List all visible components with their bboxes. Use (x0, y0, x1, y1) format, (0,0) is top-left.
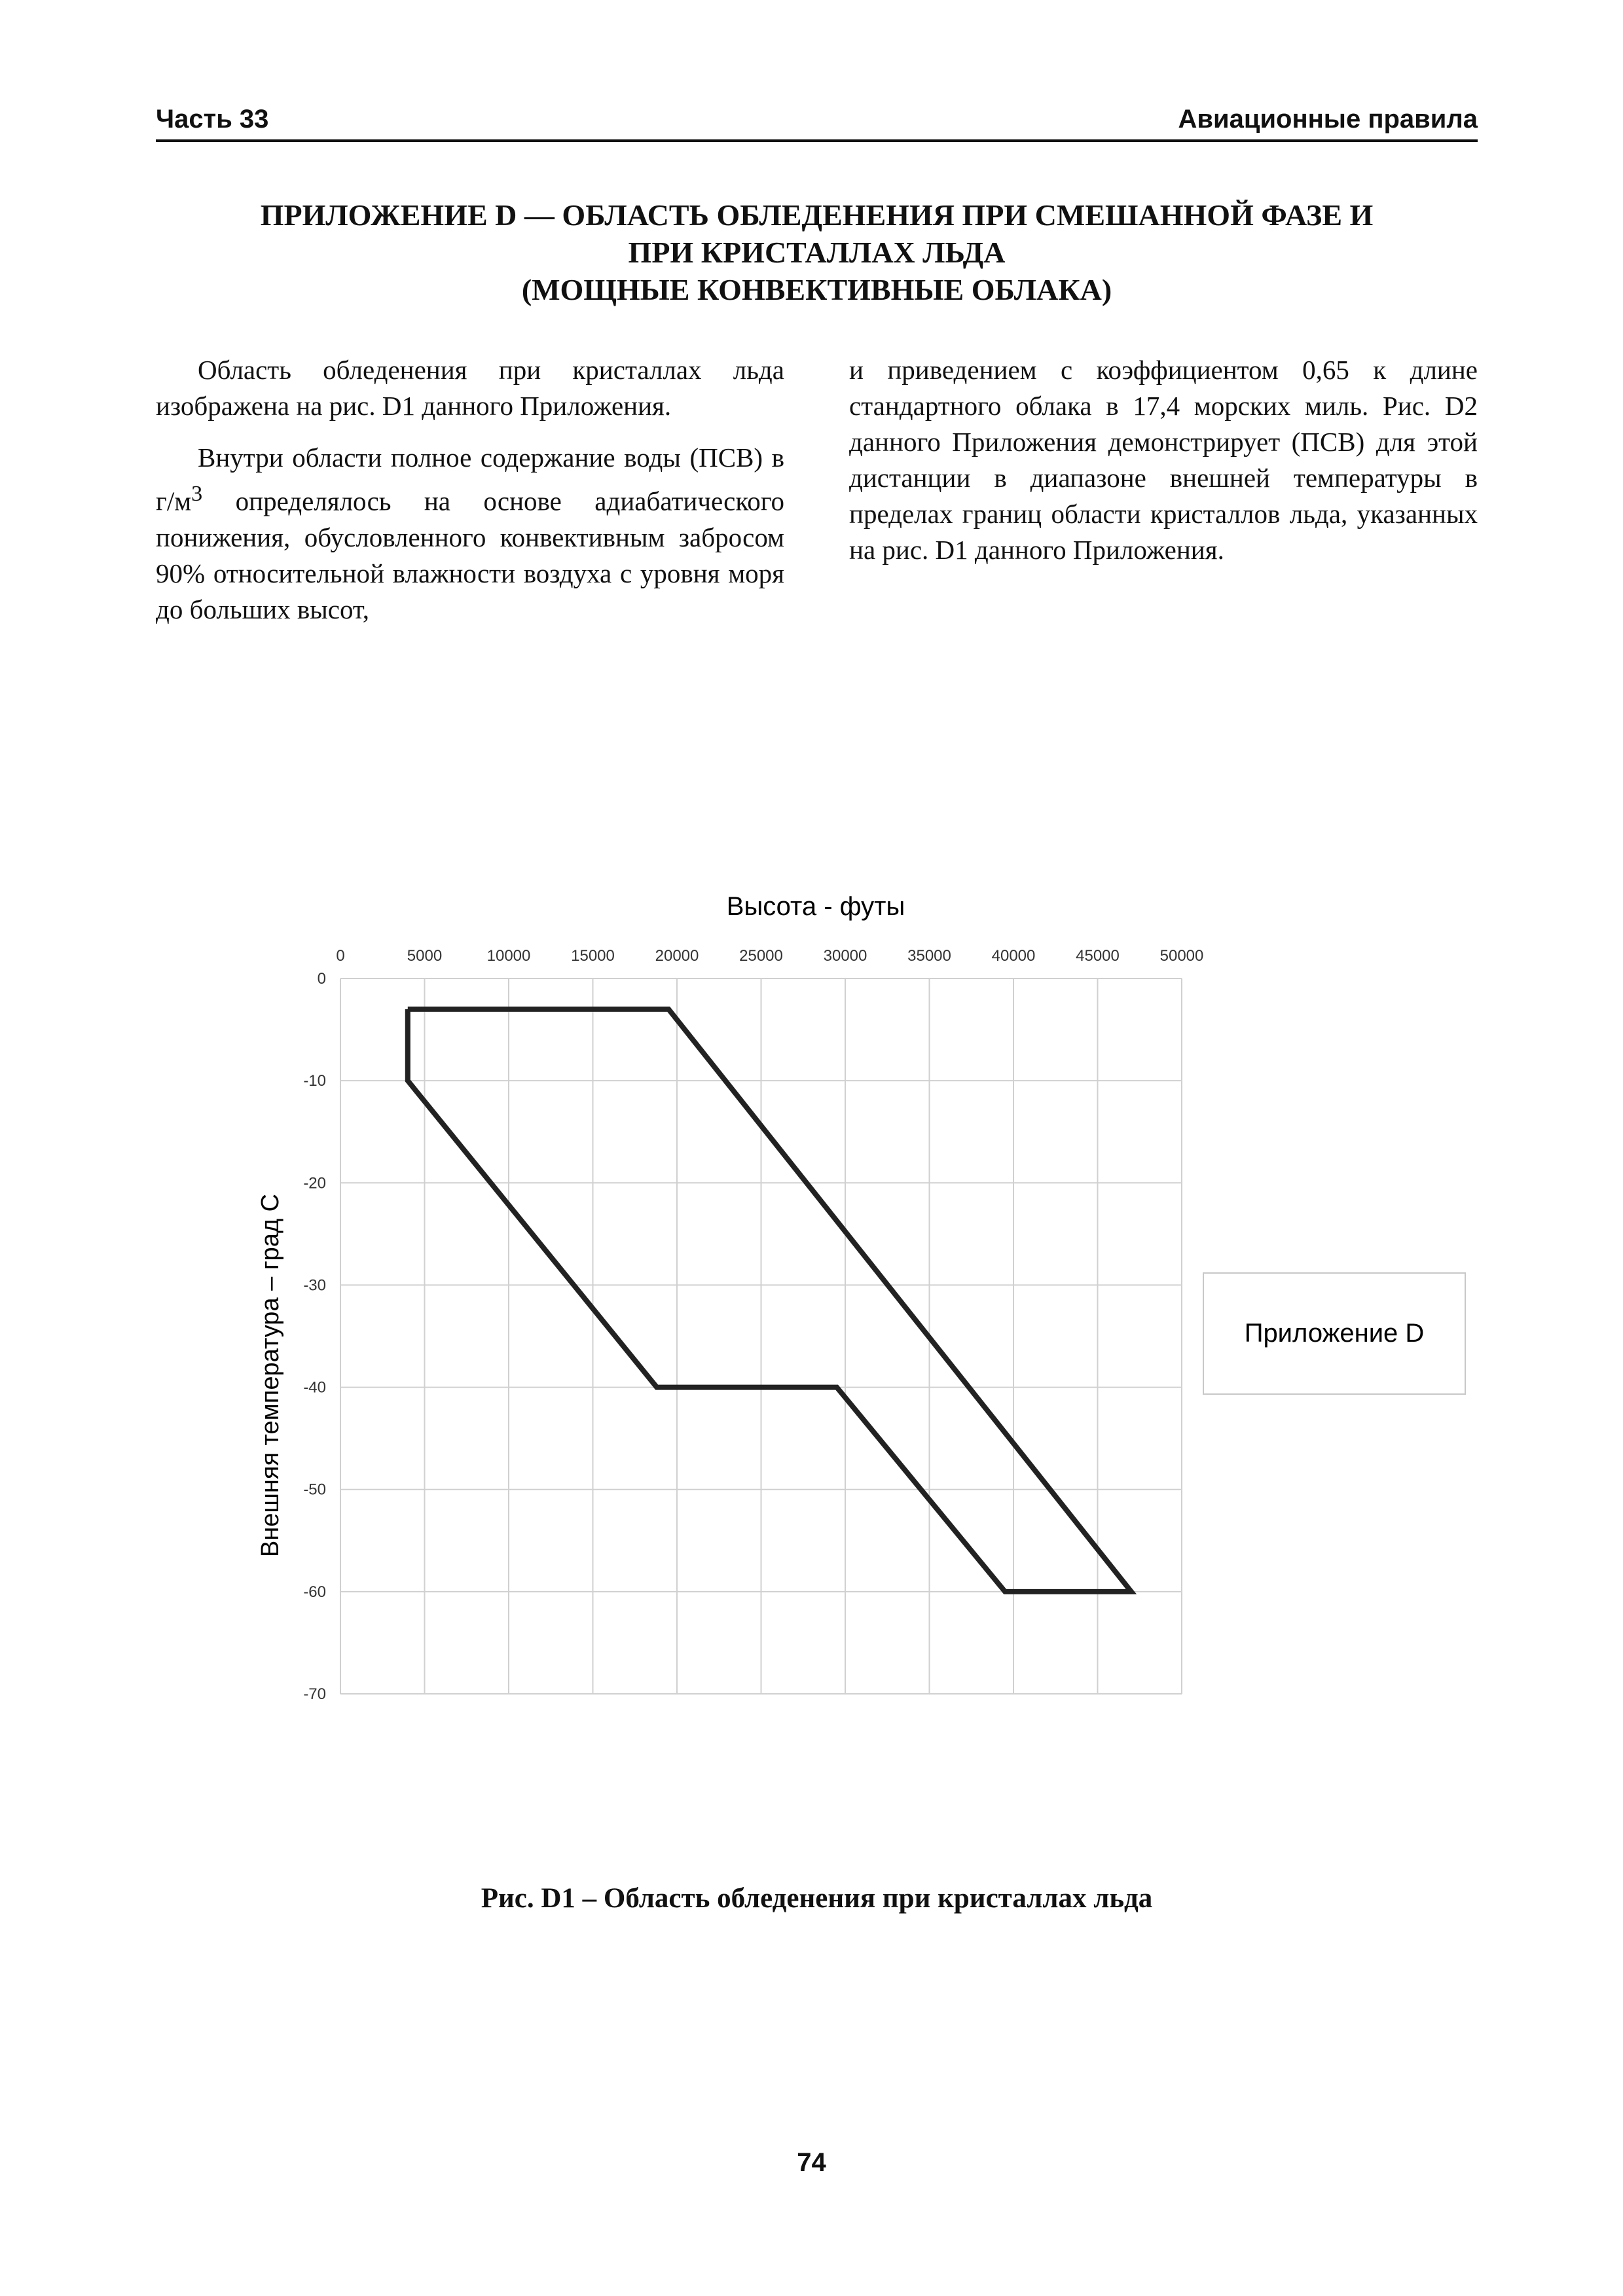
paragraph-2 (156, 440, 784, 628)
x-tick-label: 20000 (655, 947, 699, 965)
y-tick-label: -10 (303, 1072, 326, 1090)
ice-crystal-envelope (408, 1009, 1131, 1592)
figure-caption: Рис. D1 – Область обледенения при кристаллах льда (481, 1883, 1153, 1914)
x-tick-label: 45000 (1076, 947, 1120, 965)
x-tick-label: 5000 (407, 947, 443, 965)
x-tick-label: 25000 (739, 947, 783, 965)
x-tick-label: 30000 (823, 947, 867, 965)
x-tick-label: 35000 (907, 947, 951, 965)
icing-envelope-chart (249, 877, 1493, 1728)
y-tick-label: -60 (303, 1583, 326, 1601)
paragraph-1: Область обледенения при кристаллах льда изображена на рис. D1 данного Приложения. (156, 355, 784, 421)
x-tick-labels (336, 947, 1203, 965)
appendix-title (156, 196, 1478, 308)
chart-title: Высота - футы (726, 892, 905, 921)
x-tick-label: 10000 (486, 947, 531, 965)
title-line-1: ПРИЛОЖЕНИЕ D — ОБЛАСТЬ ОБЛЕДЕНЕНИЯ ПРИ СМЕШАННОЙ ФАЗЕ И (260, 198, 1374, 232)
title-line-2: ПРИ КРИСТАЛЛАХ ЛЬДА (628, 236, 1006, 269)
header-part: Часть 33 (156, 105, 269, 134)
y-tick-label: -30 (303, 1276, 326, 1295)
header-rule (156, 139, 1478, 142)
y-tick-label: -70 (303, 1685, 326, 1703)
chart-svg (249, 877, 1493, 1728)
cubic-superscript: 3 (191, 482, 203, 506)
y-tick-labels (303, 970, 326, 1703)
y-tick-label: -40 (303, 1378, 326, 1397)
chart-grid (340, 978, 1182, 1694)
header-rules-title: Авиационные правила (1178, 105, 1478, 134)
x-tick-label: 40000 (991, 947, 1036, 965)
paragraph-2-start: Внутри области полное содержание воды (ПСВ) в г/м (156, 442, 784, 516)
x-tick-label: 15000 (571, 947, 615, 965)
legend-box (1203, 1273, 1465, 1394)
text-column-left (156, 352, 784, 643)
y-tick-label: -50 (303, 1480, 326, 1499)
x-tick-label: 50000 (1159, 947, 1204, 965)
y-axis-label: Внешняя температура – град С (257, 1193, 284, 1558)
paragraph-3: и приведением с коэффициентом 0,65 к длине стандартного облака в 17,4 морских миль. Рис. D2 данного Приложения демонстрирует (ПСВ) для этой дистанции в диапазоне внешней температуры в пределах границ области кристаллов льда, указанных на рис. D1 данного Приложения. (849, 355, 1478, 565)
title-line-3: (МОЩНЫЕ КОНВЕКТИВНЫЕ ОБЛАКА) (521, 273, 1112, 306)
paragraph-2-end: определялось на основе адиабатического понижения, обусловленного конвективным забросом 90% относительной влажности воздуха с уровня моря до больших высот, (156, 486, 784, 624)
x-tick-label: 0 (336, 947, 345, 965)
y-tick-label: -20 (303, 1174, 326, 1193)
page-number: 74 (797, 2148, 826, 2177)
y-tick-label: 0 (317, 970, 326, 988)
legend-label: Приложение D (1244, 1319, 1425, 1348)
text-column-right (849, 352, 1478, 584)
